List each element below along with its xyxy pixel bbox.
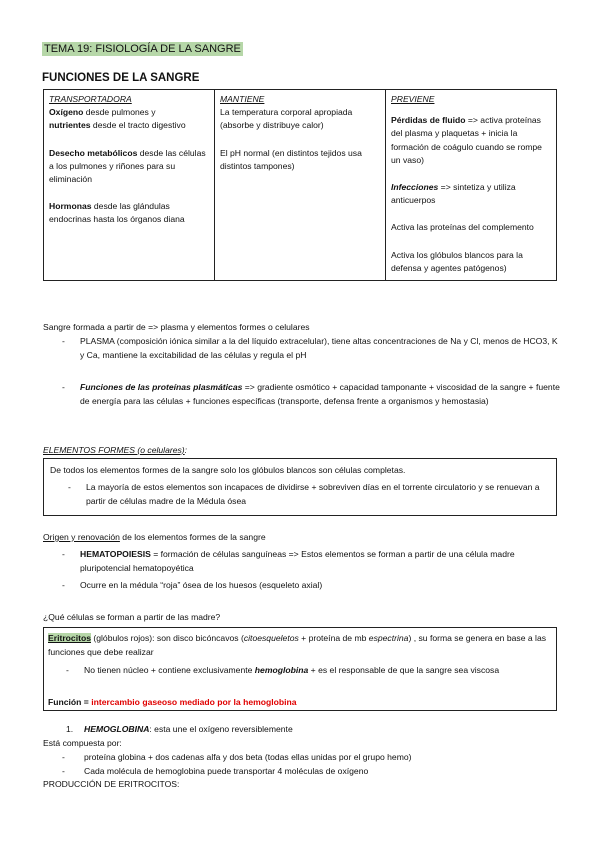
bullet-dash: - — [62, 549, 65, 559]
col3-p1: Pérdidas de fluido => activa proteínas del plasma y plaquetas + inicia la formación de coágulo cuando se rompe un vaso) — [391, 115, 542, 165]
col1-p2: Desecho metabólicos desde las células a los pulmones y riñones para su eliminación — [49, 147, 206, 185]
hemoglobina-number: 1. — [66, 724, 74, 734]
eritrocitos-function: Función = intercambio gaseoso mediado por la hemoglobina — [48, 697, 297, 707]
col-previene — [386, 90, 557, 281]
question: ¿Qué células se forman a partir de las madre? — [43, 612, 221, 622]
proteins-bullet: Funciones de las proteínas plasmáticas => gradiente osmótico + capacidad tamponante + viscosidad de la sangre + fuente de energía para las células + funciones específicas (transporte, defensa frente a organismos y hemostasia) — [80, 382, 560, 406]
col2-header: MANTIENE — [220, 94, 265, 104]
col1-p3: Hormonas desde las glándulas endocrinas hasta los órganos diana — [49, 201, 185, 225]
plasma-bullet: PLASMA (composición iónica similar a la del líquido extracelular), tiene altas concentraciones de Na y Cl, menos de HCO3, K y Ca, mantiene la excitabilidad de las células y regula el pH — [80, 336, 558, 360]
col1-p1: Oxígeno desde pulmones y nutrientes desde el tracto digestivo — [49, 107, 186, 131]
production-heading: PRODUCCIÓN DE ERITROCITOS: — [43, 779, 180, 789]
bullet-dash: - — [62, 382, 65, 392]
col2-p1: La temperatura corporal apropiada (absorbe y distribuye calor) — [220, 107, 353, 131]
blood-intro: Sangre formada a partir de => plasma y elementos formes o celulares — [43, 322, 310, 332]
section-title-funciones: FUNCIONES DE LA SANGRE — [42, 72, 200, 84]
bullet-dash: - — [62, 580, 65, 590]
formed-elements-box — [43, 458, 557, 516]
bullet-dash: - — [66, 665, 69, 675]
eritrocitos-desc: Eritrocitos (glóbulos rojos): son disco bicóncavos (citoesqueletos + proteína de mb espectrina) , su forma se genera en base a las funciones que debe realizar — [48, 633, 547, 657]
composition-bullet-1: proteína globina + dos cadenas alfa y dos beta (todas ellas unidas por el grupo hemo) — [84, 752, 412, 762]
document-title: TEMA 19: FISIOLOGÍA DE LA SANGRE — [44, 43, 241, 55]
eritrocitos-bullet: No tienen núcleo + contiene exclusivamente hemoglobina + es el responsable de que la sangre sea viscosa — [84, 665, 500, 675]
col-mantiene — [215, 90, 386, 281]
col3-p4: Activa los glóbulos blancos para la defensa y agentes patógenos) — [391, 249, 523, 273]
hematopoiesis-bullet: HEMATOPOIESIS = formación de células sanguíneas => Estos elementos se forman a partir de una célula madre pluripotencial hematopoyética — [80, 549, 515, 573]
bullet-dash: - — [68, 482, 71, 492]
origin-heading: Origen y renovación de los elementos formes de la sangre — [43, 532, 266, 542]
col3-header: PREVIENE — [391, 94, 435, 104]
hemoglobina-item: HEMOGLOBINA: esta une el oxígeno reversiblemente — [84, 724, 293, 734]
col3-p2: Infecciones => sintetiza y utiliza anticuerpos — [391, 182, 516, 206]
functions-table — [43, 89, 557, 281]
bullet-dash: - — [62, 336, 65, 346]
formed-box-line: De todos los elementos formes de la sangre solo los glóbulos blancos son células completas. — [50, 465, 406, 475]
composed-by: Está compuesta por: — [43, 738, 122, 748]
eritrocitos-box — [43, 627, 557, 711]
col1-header: TRANSPORTADORA — [49, 94, 132, 104]
bullet-dash: - — [62, 752, 65, 762]
col2-p2: El pH normal (en distintos tejidos usa distintos tampones) — [220, 147, 362, 171]
bullet-dash: - — [62, 766, 65, 776]
col-transportadora — [44, 90, 215, 281]
formed-box-bullet: La mayoría de estos elementos son incapaces de dividirse + sobreviven días en el torrente circulatorio y se renuevan a partir de células madre de la Médula ósea — [86, 482, 540, 506]
marrow-bullet: Ocurre en la médula “roja” ósea de los huesos (esqueleto axial) — [80, 580, 323, 590]
composition-bullet-2: Cada molécula de hemoglobina puede transportar 4 moléculas de oxígeno — [84, 766, 369, 776]
col3-p3: Activa las proteínas del complemento — [391, 222, 534, 233]
formed-heading: ELEMENTOS FORMES (o celulares): — [43, 445, 188, 455]
